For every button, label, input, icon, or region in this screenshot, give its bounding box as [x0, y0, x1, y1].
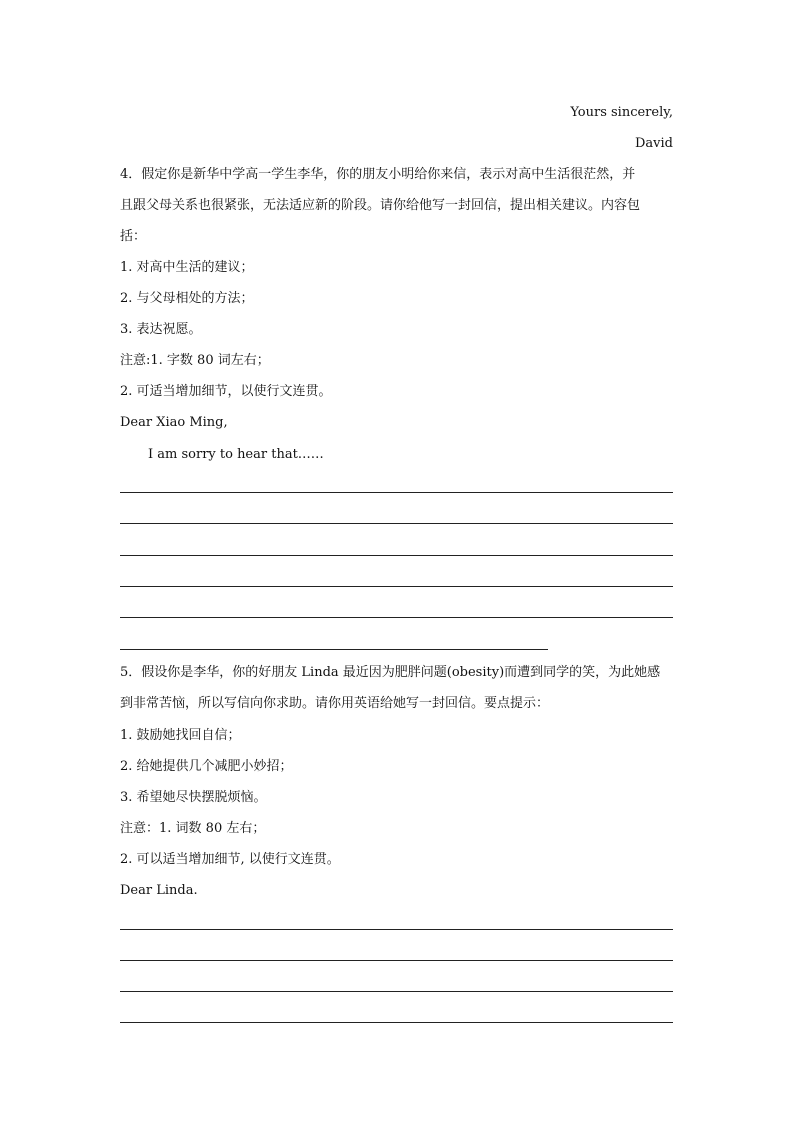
q5-prompt-line-1: 5．假设你是李华，你的好朋友 Linda 最近因为肥胖问题(obesity)而遭到同学的笑，为此她感	[120, 665, 661, 680]
q4-greeting: Dear Xiao Ming,	[120, 415, 228, 430]
q4-answer-line	[120, 523, 673, 524]
q5-note-1: 注意：1. 词数 80 左右；	[120, 821, 266, 836]
closing-salutation: Yours sincerely,	[570, 105, 673, 120]
q5-answer-line	[120, 929, 673, 930]
q5-point-2: 2. 给她提供几个减肥小妙招；	[120, 759, 293, 774]
q5-answer-line	[120, 960, 673, 961]
q4-note-1: 注意:1. 字数 80 词左右；	[120, 353, 270, 368]
q4-prompt-line-3: 括：	[120, 229, 147, 244]
q4-note-2: 2. 可适当增加细节，以使行文连贯。	[120, 384, 332, 399]
q4-opening-sentence: I am sorry to hear that……	[148, 447, 324, 462]
q4-answer-line-last	[120, 649, 548, 650]
q4-point-2: 2. 与父母相处的方法；	[120, 291, 254, 306]
q5-greeting: Dear Linda.	[120, 883, 198, 898]
q4-point-3: 3. 表达祝愿。	[120, 322, 202, 337]
q5-answer-line	[120, 991, 673, 992]
q5-prompt-line-2: 到非常苦恼，所以写信向你求助。请你用英语给她写一封回信。要点提示：	[120, 696, 550, 711]
q4-prompt-line-2: 且跟父母关系也很紧张，无法适应新的阶段。请你给他写一封回信，提出相关建议。内容包	[120, 198, 641, 213]
q4-answer-line	[120, 586, 673, 587]
q4-prompt-line-1: 4．假定你是新华中学高一学生李华，你的朋友小明给你来信，表示对高中生活很茫然，并	[120, 167, 636, 182]
q4-point-1: 1. 对高中生活的建议；	[120, 260, 254, 275]
q5-answer-line	[120, 1022, 673, 1023]
q4-answer-line	[120, 492, 673, 493]
q5-point-1: 1. 鼓励她找回自信；	[120, 728, 241, 743]
q5-note-2: 2. 可以适当增加细节, 以使行文连贯。	[120, 852, 340, 867]
q4-answer-line	[120, 555, 673, 556]
q4-answer-line	[120, 617, 673, 618]
closing-signature: David	[635, 136, 673, 151]
q5-point-3: 3. 希望她尽快摆脱烦恼。	[120, 790, 267, 805]
